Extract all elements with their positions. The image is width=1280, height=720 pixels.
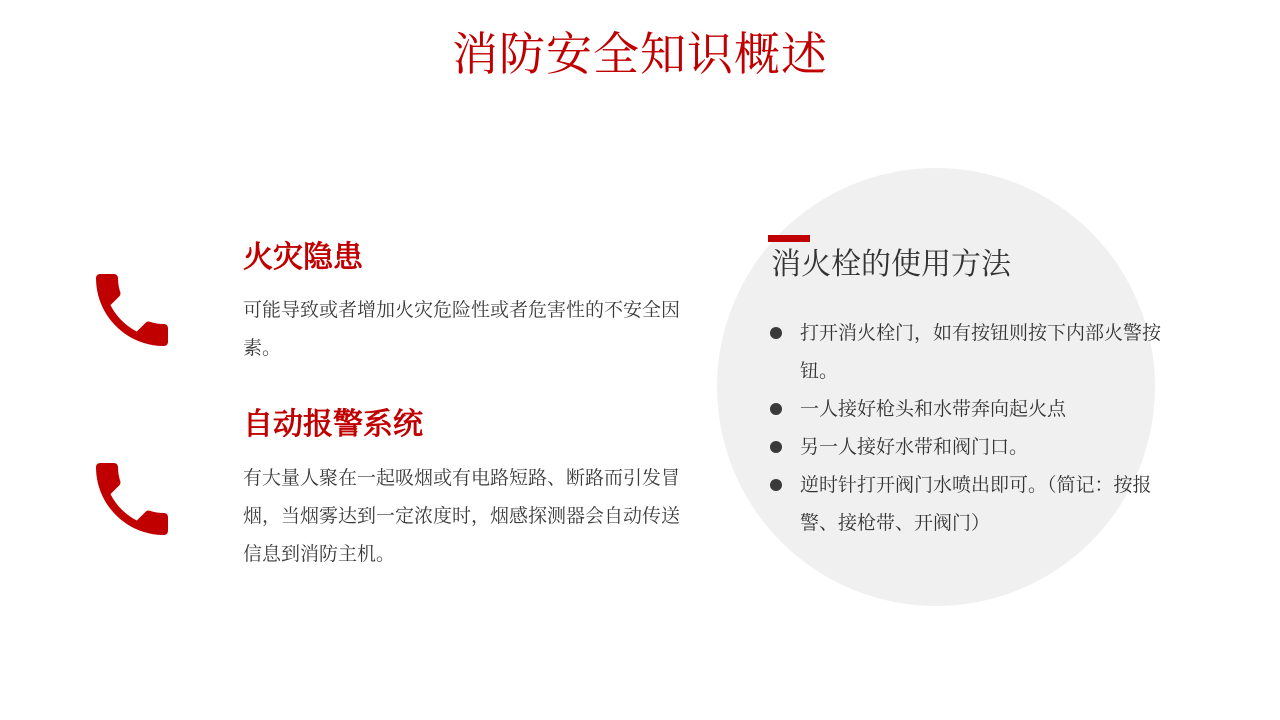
- step-text: 另一人接好水带和阀门口。: [800, 436, 1029, 458]
- step-text: 打开消火栓门，如有按钮则按下内部火警按钮。: [800, 322, 1162, 382]
- list-item: [770, 390, 1170, 428]
- phone-icon: [84, 447, 180, 551]
- list-item: [770, 466, 1170, 542]
- steps-list: [770, 314, 1170, 542]
- step-text: 逆时针打开阀门水喷出即可。（简记：按报警、接枪带、开阀门）: [800, 474, 1152, 534]
- bullet-icon: [770, 327, 782, 339]
- section-title-alarm: 自动报警系统: [243, 407, 423, 442]
- list-item: [770, 428, 1170, 466]
- page-title: 消防安全知识概述: [452, 27, 828, 81]
- accent-bar: [768, 235, 810, 242]
- phone-icon: [84, 258, 180, 362]
- bullet-icon: [770, 403, 782, 415]
- bullet-icon: [770, 441, 782, 453]
- step-text: 一人接好枪头和水带奔向起火点: [800, 398, 1067, 420]
- panel-title: 消火栓的使用方法: [771, 247, 1011, 282]
- section-title-hazard: 火灾隐患: [243, 240, 363, 275]
- list-item: [770, 314, 1170, 390]
- bullet-icon: [770, 479, 782, 491]
- section-body-hazard: 可能导致或者增加火灾危险性或者危害性的不安全因素。: [243, 299, 681, 359]
- section-body-alarm: 有大量人聚在一起吸烟或有电路短路、断路而引发冒烟，当烟雾达到一定浓度时，烟感探测器会自动传送信息到消防主机。: [243, 467, 681, 565]
